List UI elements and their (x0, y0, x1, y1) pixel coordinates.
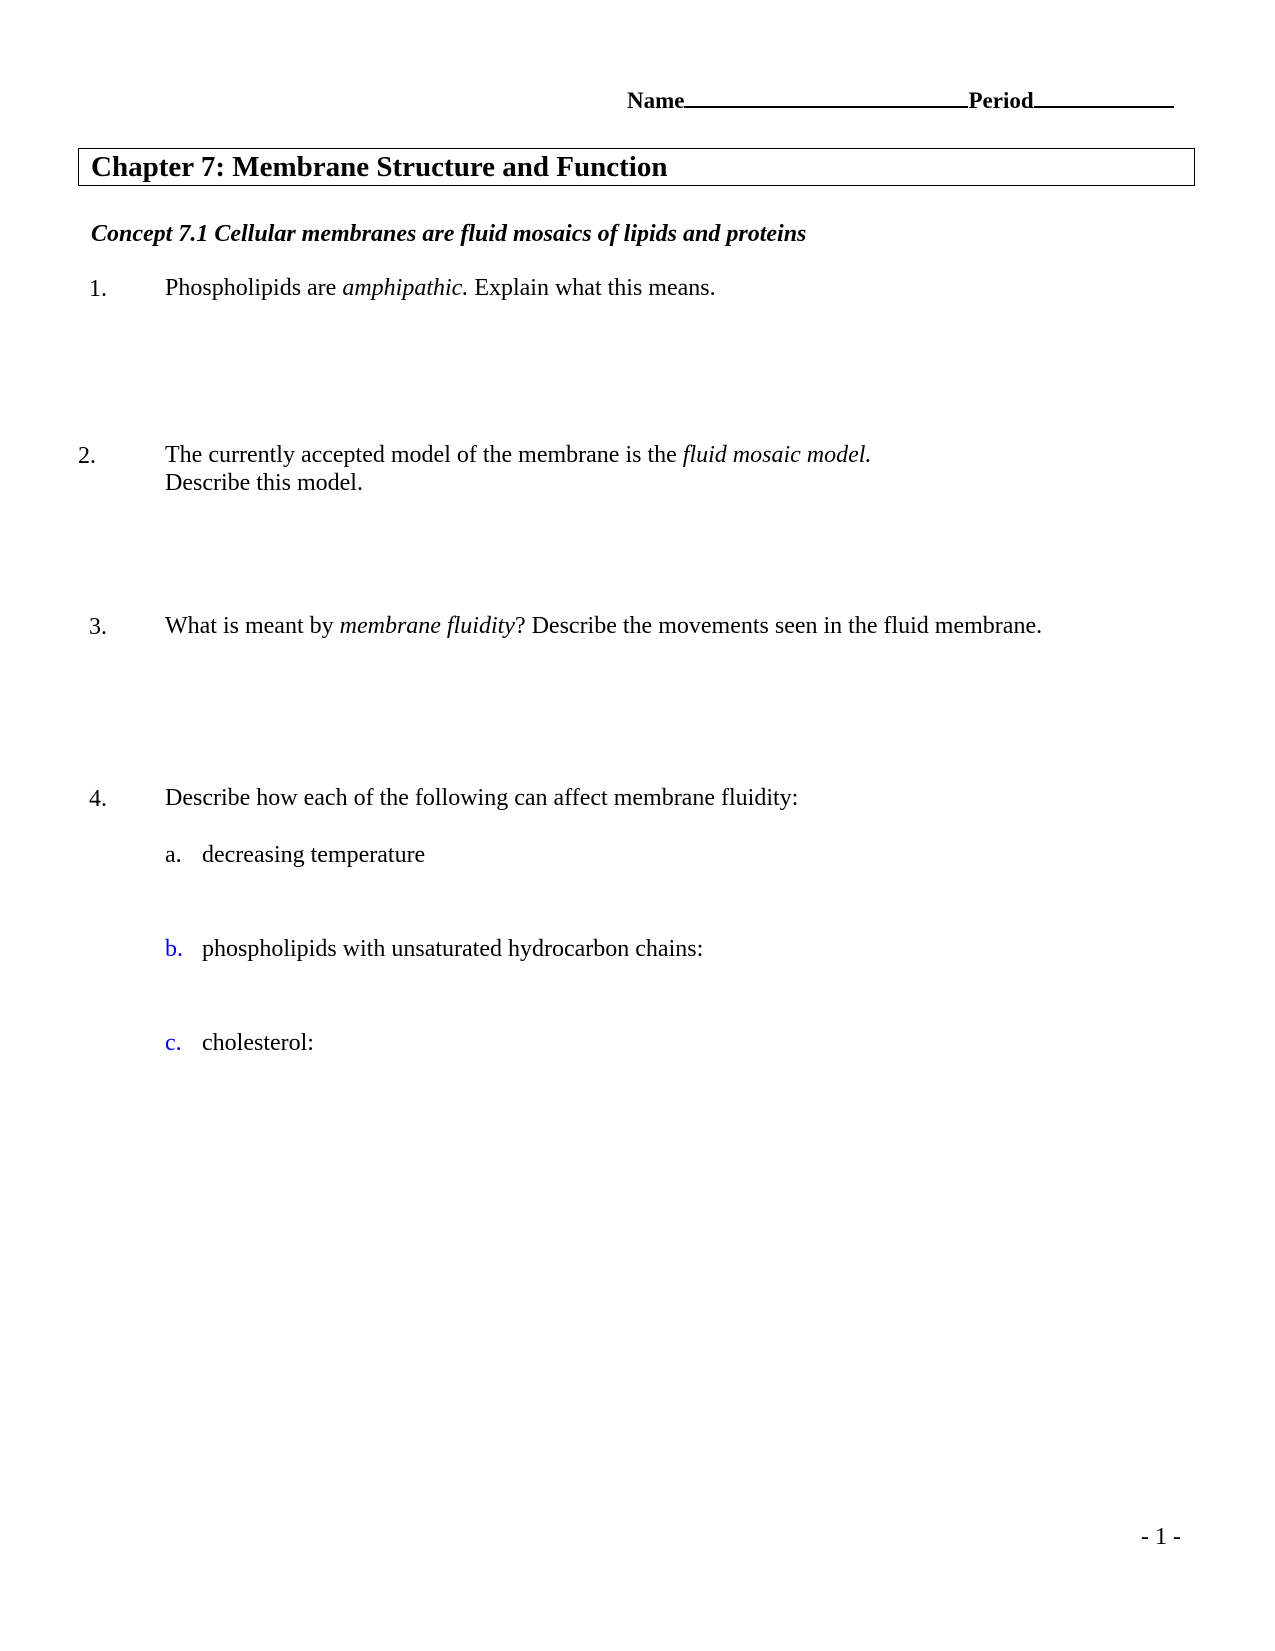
subitem-c-text: cholesterol: (202, 1030, 314, 1056)
subitem-b-text: phospholipids with unsaturated hydrocarbon chains: (202, 936, 704, 962)
name-period-header (627, 86, 1174, 114)
question-3-number: 3. (89, 614, 107, 640)
question-3-text: What is meant by membrane fluidity? Describe the movements seen in the fluid membrane. (165, 613, 1043, 639)
subitem-a-text: decreasing temperature (202, 842, 426, 868)
term-membrane-fluidity: membrane fluidity (339, 613, 515, 639)
period-field[interactable] (1034, 86, 1174, 108)
period-label: Period (968, 88, 1034, 113)
question-4-text: Describe how each of the following can affect membrane fluidity: (165, 785, 799, 811)
question-2-text: The currently accepted model of the membrane is the fluid mosaic model. Describe this model. (165, 442, 872, 496)
term-amphipathic: amphipathic. (342, 275, 469, 301)
chapter-title: Chapter 7: Membrane Structure and Function (91, 151, 668, 183)
concept-heading: Concept 7.1 Cellular membranes are fluid mosaics of lipids and proteins (91, 221, 807, 247)
term-fluid-mosaic-model: fluid mosaic model. (682, 442, 872, 468)
name-label: Name (627, 88, 685, 113)
question-1-number: 1. (89, 276, 107, 302)
subitem-b-label: b. (165, 936, 183, 962)
question-2-number: 2. (78, 443, 96, 469)
question-1-text: Phospholipids are amphipathic. Explain what this means. (165, 275, 716, 301)
subitem-a-label: a. (165, 842, 182, 868)
name-field[interactable] (684, 86, 968, 108)
subitem-c-label: c. (165, 1030, 182, 1056)
question-4-number: 4. (89, 786, 107, 812)
page-number: - 1 - (1141, 1524, 1181, 1550)
chapter-title-box (78, 148, 1195, 186)
